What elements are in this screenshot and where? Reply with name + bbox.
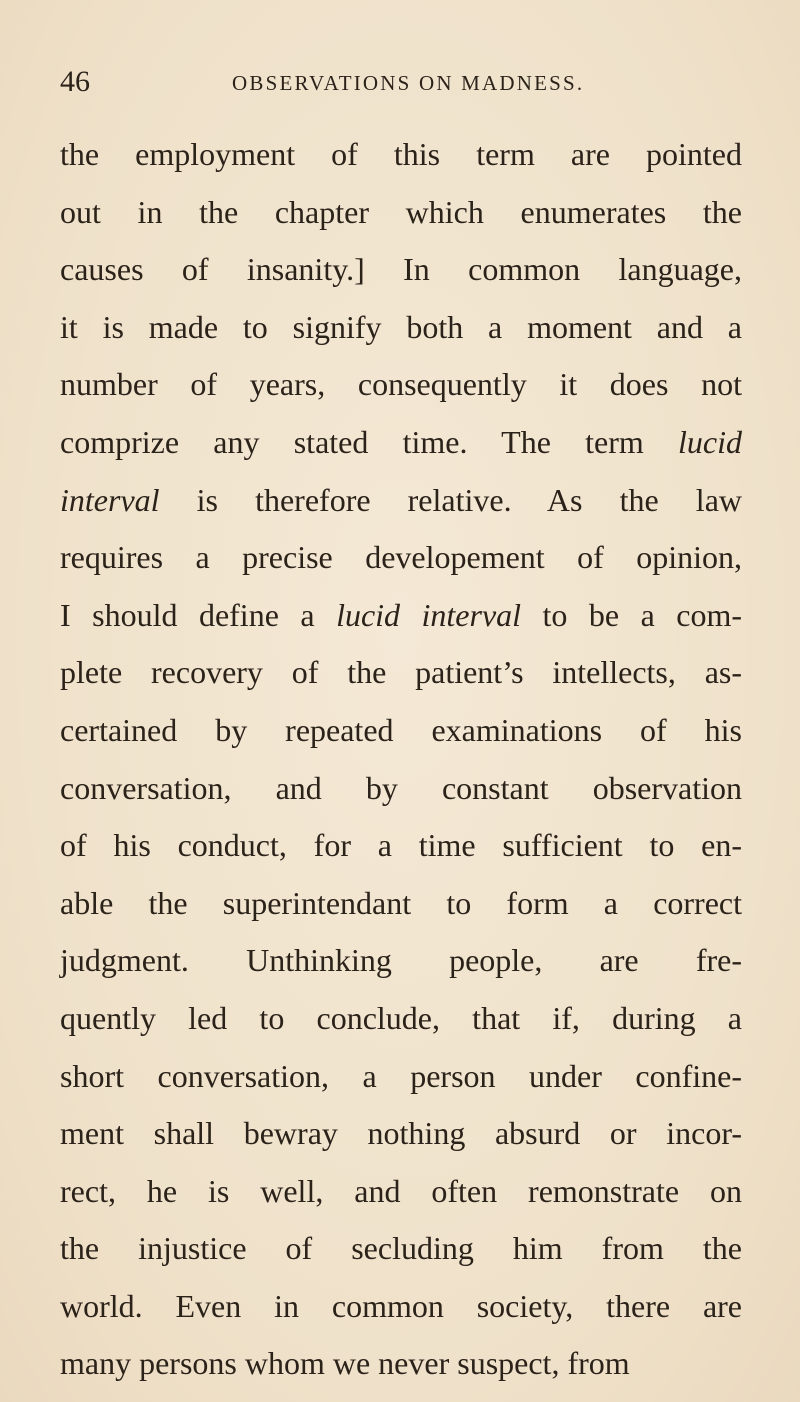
text-line <box>60 299 742 357</box>
text-segment: able the superintendant to form a correct <box>60 884 742 921</box>
text-segment: number of years, consequently it does not <box>60 366 742 403</box>
text-line <box>60 587 742 645</box>
text-line <box>60 414 742 472</box>
text-line <box>60 1278 742 1336</box>
text-segment: quently led to conclude, that if, during a <box>60 999 742 1036</box>
text-segment: many persons whom we never suspect, from <box>60 1345 630 1382</box>
text-line <box>60 817 742 875</box>
text-segment: of his conduct, for a time sufficient to en- <box>60 827 742 864</box>
text-line <box>60 875 742 933</box>
page-header <box>60 62 750 102</box>
text-segment: plete recovery of the patient’s intellects, as- <box>60 654 742 691</box>
text-segment: comprize any stated time. The term <box>60 423 679 460</box>
text-segment: world. Even in common society, there are <box>60 1287 742 1324</box>
text-line <box>60 529 742 587</box>
text-line <box>60 1163 742 1221</box>
text-line <box>60 1105 742 1163</box>
text-segment: causes of insanity.] In common language, <box>60 251 742 288</box>
text-segment: I should define a <box>60 596 337 633</box>
italic-text: interval <box>60 481 160 518</box>
text-segment: ment shall bewray nothing absurd or incor- <box>60 1115 742 1152</box>
text-line <box>60 932 742 990</box>
text-line <box>60 990 742 1048</box>
text-line <box>60 1335 742 1393</box>
text-line <box>60 644 742 702</box>
text-segment: the injustice of secluding him from the <box>60 1230 742 1267</box>
text-line <box>60 241 742 299</box>
text-segment: to be a com- <box>521 596 743 633</box>
text-segment: is therefore relative. As the law <box>159 481 742 518</box>
page-number: 46 <box>60 65 90 98</box>
text-line <box>60 356 742 414</box>
text-line <box>60 1048 742 1106</box>
text-line <box>60 1220 742 1278</box>
text-line <box>60 184 742 242</box>
text-segment: the employment of this term are pointed <box>60 136 742 172</box>
text-segment: certained by repeated examinations of his <box>60 711 742 748</box>
running-title: OBSERVATIONS ON MADNESS. <box>232 71 585 95</box>
body-text <box>60 126 742 1393</box>
text-line <box>60 472 742 530</box>
text-segment: short conversation, a person under confine- <box>60 1057 742 1094</box>
text-line <box>60 760 742 818</box>
text-segment: rect, he is well, and often remonstrate on <box>60 1172 742 1209</box>
text-line <box>60 126 742 184</box>
text-segment: judgment. Unthinking people, are fre- <box>60 942 742 979</box>
text-segment: out in the chapter which enumerates the <box>60 193 742 230</box>
italic-text: lucid interval <box>336 596 522 633</box>
text-segment: it is made to signify both a moment and a <box>60 308 742 345</box>
text-line <box>60 702 742 760</box>
text-segment: requires a precise developement of opinion, <box>60 539 742 576</box>
text-segment: conversation, and by constant observation <box>60 769 742 806</box>
italic-text: lucid <box>678 423 742 460</box>
